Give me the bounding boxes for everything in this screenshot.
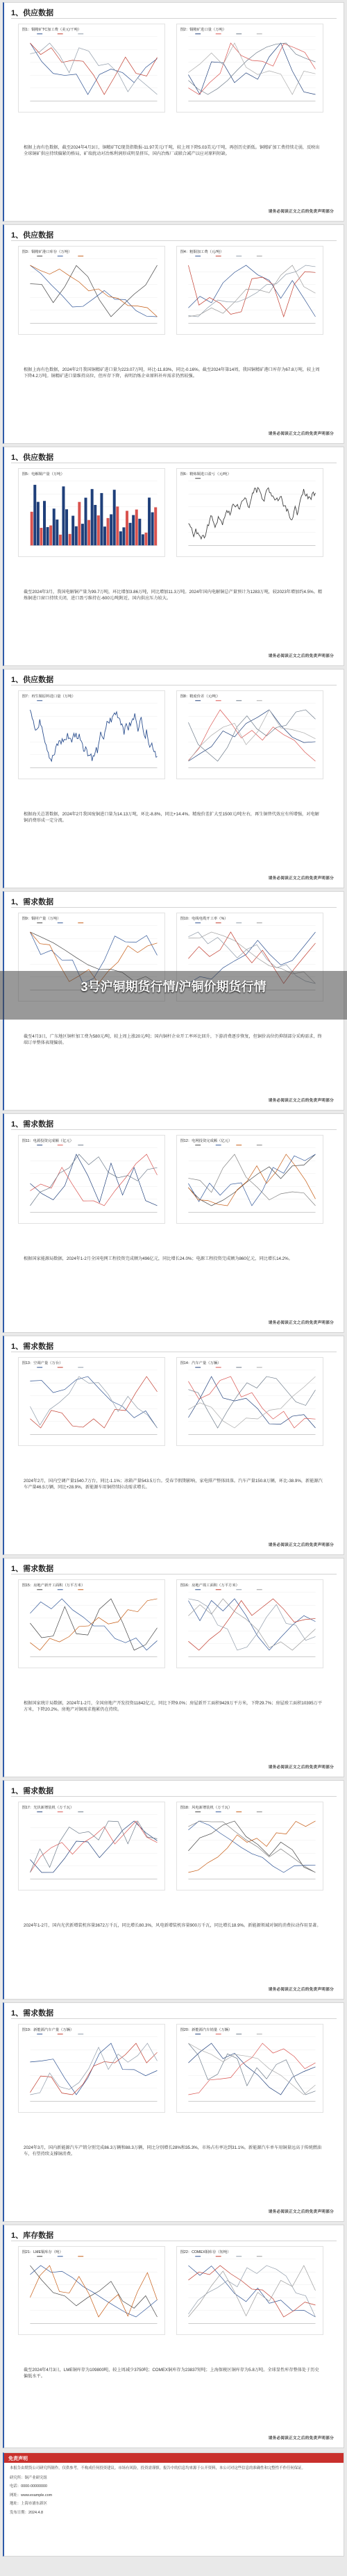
chart-panel-1 bbox=[18, 1135, 165, 1224]
chart-title: 图19：新能源汽车产量（万辆） bbox=[22, 2027, 74, 2032]
series-line bbox=[30, 1599, 157, 1650]
chart-panel-2 bbox=[176, 1357, 323, 1446]
series-line bbox=[188, 43, 315, 94]
series-line bbox=[188, 2266, 315, 2317]
footer-note: 请务必阅读正文之后的免责声明部分 bbox=[268, 654, 334, 658]
disclaimer-line: 网址：www.example.com bbox=[10, 2493, 53, 2498]
bar bbox=[110, 514, 112, 545]
bar bbox=[126, 510, 128, 545]
bar bbox=[119, 531, 122, 545]
chart-title: 图5：电解铜产量（万吨） bbox=[22, 472, 65, 476]
bar bbox=[31, 512, 33, 545]
disclaimer-line: 研究所：铜产业研究组 bbox=[10, 2476, 47, 2480]
series-line bbox=[30, 1599, 157, 1650]
bar bbox=[129, 523, 132, 545]
bar bbox=[154, 507, 157, 545]
disclaimer-line: 发布日期：2024.4.8 bbox=[10, 2510, 43, 2515]
report-section bbox=[3, 2225, 344, 2448]
section-divider bbox=[11, 1796, 337, 1797]
disclaimer-line: 电话：0000-00000000 bbox=[10, 2484, 47, 2489]
series-line bbox=[188, 488, 315, 539]
series-line bbox=[188, 710, 315, 761]
section-title: 1、供应数据 bbox=[11, 676, 54, 684]
bar bbox=[46, 527, 49, 545]
section-title: 1、需求数据 bbox=[11, 1787, 54, 1795]
chart-title: 图22：COMEX铜库存（短吨） bbox=[180, 2250, 231, 2254]
series-line bbox=[30, 43, 157, 94]
bar bbox=[142, 534, 144, 545]
series-line bbox=[30, 710, 157, 761]
disclaimer-body: 本报告由期货公司研究所制作，仅供参考，不构成任何投资建议。市场有风险，投资需谨慎。报告中的信息均来源于公开资料，本公司对这些信息的准确性和完整性不作任何保证。 bbox=[10, 2466, 305, 2470]
chart-svg bbox=[19, 1136, 164, 1223]
chart-svg bbox=[19, 1802, 164, 1890]
bar bbox=[100, 493, 103, 545]
chart-panel-2 bbox=[176, 1579, 323, 1668]
footer-note: 请务必阅读正文之后的免责声明部分 bbox=[268, 2436, 334, 2441]
chart-svg bbox=[177, 1136, 323, 1223]
bar bbox=[78, 502, 81, 546]
analysis-paragraph: 2024年2月，国内空调产量1540.7万台，同比-1.1%；冰箱产量543.5万台。受春节假期影响，家电排产整体回落。汽车产量150.8万辆，环比-38.9%，新能源汽车产量46.5万辆，同比+28.9%，新能源车用铜持续拉动需求增长。 bbox=[24, 1479, 323, 1490]
analysis-paragraph: 2024年1-2月，国内光伏新增装机容量3672万千瓦，同比增长80.3%，风电新增装机容量900万千瓦，同比增长18.9%。新能源领域对铜的消费拉动作用显著。 bbox=[24, 1923, 321, 1928]
chart-title: 图10：电线电缆开工率（%） bbox=[180, 916, 228, 921]
analysis-paragraph: 根据上海有色数据，截至2024年4月3日，铜精矿TC现货指数报-11.97美元/干吨，较上周下降5.03美元/干吨，再创历史新低。铜精矿加工费持续走弱，反映出全球铜矿供应持续偏紧的格局，矿端扰动对冶炼利润形成明显挤压，国内冶炼厂或联合减产以应对原料短缺。 bbox=[24, 145, 320, 157]
chart-svg bbox=[177, 1802, 323, 1890]
series-line bbox=[188, 2266, 315, 2317]
section-divider bbox=[11, 907, 337, 908]
analysis-paragraph: 截至2024年4月3日，LME铜库存为109800吨，较上周减少3750吨；COMEX铜库存为23837短吨；上海保税区铜库存为5.8万吨。全球显性库存整体处于历史偏低水平。 bbox=[24, 2368, 319, 2379]
bar bbox=[103, 526, 106, 545]
chart-title: 图4：粗铜加工费（元/吨） bbox=[180, 249, 224, 254]
chart-svg bbox=[177, 1580, 323, 1668]
chart-title: 图16：房地产竣工面积（万平方米） bbox=[180, 1583, 239, 1588]
series-line bbox=[30, 1821, 157, 1872]
section-divider bbox=[11, 2018, 337, 2019]
series-line bbox=[30, 2266, 157, 2317]
bar bbox=[116, 506, 119, 545]
bar bbox=[37, 502, 40, 546]
chart-panel-1 bbox=[18, 24, 165, 113]
chart-svg bbox=[177, 469, 323, 556]
series-line bbox=[188, 1821, 315, 1872]
analysis-paragraph: 截至2024年3月，我国电解铜产量为99.7万吨，环比增加3.86万吨，同比增加11.3万吨。2024年国内电解铜总产量预计为1283万吨，较2023年增加约4.5%。精炼铜进口窗口持续关闭，进口盈亏维持在-600元/吨附近，国内供应压力较大。 bbox=[24, 590, 323, 601]
footer-note: 请务必阅读正文之后的免责声明部分 bbox=[268, 432, 334, 436]
bar bbox=[97, 515, 100, 545]
analysis-paragraph: 根据上海有色数据，2024年2月我国铜精矿进口量为223.07万吨，环比-11.83%，同比-0.16%。截至2024年第14周，我国铜精矿港口库存为67.8万吨，较上周下降4.2万吨。铜精矿进口量维持高位，但库存下降，表明冶炼企业原料补库需求仍然较强。 bbox=[24, 367, 320, 379]
bar bbox=[33, 485, 36, 545]
chart-svg bbox=[19, 247, 164, 334]
chart-title: 图7：再生铜原料进口量（万吨） bbox=[22, 694, 76, 699]
chart-svg bbox=[177, 247, 323, 334]
section-divider bbox=[11, 18, 337, 19]
footer-note: 请务必阅读正文之后的免责声明部分 bbox=[268, 2210, 334, 2214]
disclaimer-title: 免责声明 bbox=[4, 2453, 344, 2463]
section-title: 1、需求数据 bbox=[11, 2009, 54, 2018]
series-line bbox=[30, 2043, 157, 2095]
series-line bbox=[188, 1154, 315, 1206]
bar bbox=[148, 497, 151, 545]
footer-note: 请务必阅读正文之后的免责声明部分 bbox=[268, 1988, 334, 1992]
bar bbox=[135, 510, 138, 546]
chart-svg bbox=[19, 2247, 164, 2334]
bar bbox=[71, 516, 74, 546]
bar bbox=[144, 533, 147, 545]
series-line bbox=[188, 1154, 315, 1206]
series-line bbox=[188, 2266, 315, 2317]
chart-svg bbox=[177, 24, 323, 112]
chart-title: 图6：精炼铜进口盈亏（元/吨） bbox=[180, 472, 231, 476]
footer-note: 请务必阅读正文之后的免责声明部分 bbox=[268, 210, 334, 214]
series-line bbox=[30, 2266, 157, 2317]
series-line bbox=[188, 1154, 315, 1206]
chart-svg bbox=[19, 1580, 164, 1668]
chart-title: 图18：风电新增装机（万千瓦） bbox=[180, 1805, 232, 1810]
chart-panel-1 bbox=[18, 468, 165, 557]
chart-panel-2 bbox=[176, 1802, 323, 1891]
chart-svg bbox=[19, 2025, 164, 2112]
chart-title: 图13：空调产量（万台） bbox=[22, 1361, 63, 1365]
chart-panel-2 bbox=[176, 690, 323, 779]
report-section bbox=[3, 1113, 344, 1333]
bar bbox=[107, 518, 110, 545]
chart-title: 图15：房地产新开工面积（万平方米） bbox=[22, 1583, 85, 1588]
series-line bbox=[188, 265, 315, 317]
series-line bbox=[30, 1377, 157, 1428]
chart-title: 图8：精废价差（元/吨） bbox=[180, 694, 220, 699]
chart-title: 图11：电源投资完成额（亿元） bbox=[22, 1138, 74, 1143]
chart-panel-2 bbox=[176, 1135, 323, 1224]
chart-svg bbox=[19, 469, 164, 556]
overlay-title: 3号沪铜期货行情/沪铜价期货行情 bbox=[81, 980, 266, 994]
bar bbox=[87, 520, 90, 545]
series-line bbox=[188, 2266, 315, 2317]
chart-panel-2 bbox=[176, 246, 323, 335]
chart-panel-2 bbox=[176, 2246, 323, 2335]
series-line bbox=[188, 710, 315, 761]
section-divider bbox=[11, 1129, 337, 1130]
bar bbox=[132, 515, 135, 546]
bar bbox=[81, 524, 84, 545]
chart-panel-1 bbox=[18, 690, 165, 779]
chart-panel-1 bbox=[18, 2246, 165, 2335]
section-title: 1、供应数据 bbox=[11, 454, 54, 462]
chart-title: 图14：汽车产量（万辆） bbox=[180, 1361, 221, 1365]
series-line bbox=[188, 1821, 315, 1872]
title-overlay-band bbox=[0, 971, 347, 1020]
series-line bbox=[188, 1821, 315, 1872]
chart-panel-1 bbox=[18, 2024, 165, 2113]
analysis-paragraph: 根据国家能源局数据，2024年1-2月全国电网工程投资完成额为496亿元，同比增长24.0%；电源工程投资完成额为860亿元，同比增长14.2%。 bbox=[24, 1256, 293, 1261]
chart-title: 图9：铜材产量（万吨） bbox=[22, 916, 61, 921]
bar bbox=[138, 519, 141, 545]
bar bbox=[43, 501, 46, 545]
series-line bbox=[30, 1377, 157, 1428]
series-line bbox=[30, 1377, 157, 1428]
bar bbox=[53, 508, 56, 545]
chart-svg bbox=[177, 2247, 323, 2334]
section-title: 1、供应数据 bbox=[11, 9, 54, 17]
bar bbox=[75, 526, 78, 545]
chart-svg bbox=[19, 691, 164, 779]
chart-title: 图20：新能源汽车销量（万辆） bbox=[180, 2027, 232, 2032]
report-section bbox=[3, 2002, 344, 2222]
chart-svg bbox=[19, 1358, 164, 1445]
series-line bbox=[188, 1154, 315, 1206]
chart-panel-2 bbox=[176, 468, 323, 557]
section-title: 1、需求数据 bbox=[11, 898, 54, 906]
chart-panel-2 bbox=[176, 24, 323, 113]
bar bbox=[94, 505, 96, 545]
chart-panel-1 bbox=[18, 246, 165, 335]
chart-panel-1 bbox=[18, 1802, 165, 1891]
report-section bbox=[3, 2, 344, 222]
chart-panel-1 bbox=[18, 1357, 165, 1446]
series-line bbox=[30, 1154, 157, 1206]
series-line bbox=[30, 2266, 157, 2317]
series-line bbox=[30, 1599, 157, 1650]
bar bbox=[113, 490, 116, 545]
section-divider bbox=[11, 240, 337, 241]
report-section bbox=[3, 447, 344, 666]
chart-title: 图12：电网投资完成额（亿元） bbox=[180, 1138, 232, 1143]
section-title: 1、需求数据 bbox=[11, 1565, 54, 1573]
series-line bbox=[30, 2043, 157, 2095]
analysis-paragraph: 截至4月3日，广东地区铜杆加工费为580元/吨，较上周上涨20元/吨；国内铜杆企业开工率环比回升，下游消费逐步恢复，但铜价高位仍抑制部分采购需求，终端订单整体表现偏弱。 bbox=[24, 1034, 322, 1046]
chart-title: 图21：LME铜库存（吨） bbox=[22, 2250, 63, 2254]
chart-panel-1 bbox=[18, 1579, 165, 1668]
chart-svg bbox=[19, 24, 164, 112]
disclaimer-line: 地址：上海市浦东新区 bbox=[10, 2502, 47, 2507]
chart-title: 图17：光伏新增装机（万千瓦） bbox=[22, 1805, 74, 1810]
series-line bbox=[188, 2043, 315, 2095]
report-section bbox=[3, 1780, 344, 2000]
bar bbox=[151, 513, 154, 546]
bar bbox=[56, 520, 58, 545]
chart-title: 图1：铜精矿TC加工费（美元/干吨） bbox=[22, 27, 82, 32]
footer-note: 请务必阅读正文之后的免责声明部分 bbox=[268, 1321, 334, 1325]
report-section bbox=[3, 669, 344, 888]
section-title: 1、需求数据 bbox=[11, 1120, 54, 1129]
series-line bbox=[188, 2043, 315, 2095]
section-title: 1、需求数据 bbox=[11, 1343, 54, 1351]
series-line bbox=[188, 1821, 315, 1872]
bar bbox=[62, 486, 65, 545]
bar bbox=[69, 534, 71, 545]
series-line bbox=[30, 265, 157, 317]
series-line bbox=[30, 1821, 157, 1872]
bar bbox=[122, 527, 125, 545]
footer-note: 请务必阅读正文之后的免责声明部分 bbox=[268, 1765, 334, 1770]
report-section bbox=[3, 1336, 344, 1555]
chart-svg bbox=[177, 2025, 323, 2112]
report-section bbox=[3, 224, 344, 444]
series-line bbox=[188, 710, 315, 761]
chart-panel-2 bbox=[176, 2024, 323, 2113]
bar bbox=[40, 528, 42, 545]
section-title: 1、库存数据 bbox=[11, 2232, 54, 2240]
bar bbox=[65, 509, 68, 545]
series-line bbox=[30, 1821, 157, 1872]
chart-title: 图2：铜精矿进口量（万吨） bbox=[180, 27, 227, 32]
bar bbox=[91, 489, 94, 545]
bar bbox=[85, 498, 87, 546]
series-line bbox=[188, 2043, 315, 2095]
bar bbox=[59, 535, 62, 545]
footer-note: 请务必阅读正文之后的免责声明部分 bbox=[268, 876, 334, 881]
chart-svg bbox=[177, 1358, 323, 1445]
disclaimer-box bbox=[3, 2452, 344, 2557]
bar bbox=[49, 526, 52, 546]
series-line bbox=[30, 43, 157, 94]
analysis-paragraph: 根据国家统计局数据，2024年1-2月，全国房地产开发投资11842亿元，同比下降9.0%；房屋新开工面积9429万平方米，下降29.7%；房屋竣工面积10395万平方米，下降20.2%。房地产对铜需求拖累仍在持续。 bbox=[24, 1701, 323, 1713]
report-section bbox=[3, 1558, 344, 1777]
series-line bbox=[188, 2043, 315, 2095]
analysis-paragraph: 2024年3月，国内新能源汽车产销分别完成86.3万辆和88.3万辆，同比分别增长28%和35.3%，市场占有率达到31.1%。新能源汽车单车用铜量远高于传统燃油车，有望持续支撑铜消费。 bbox=[24, 2145, 322, 2157]
section-title: 1、供应数据 bbox=[11, 231, 54, 240]
footer-note: 请务必阅读正文之后的免责声明部分 bbox=[268, 1543, 334, 1547]
analysis-paragraph: 根据海关总署数据，2024年2月我国废铜进口量为14.13万吨，环比-8.8%，同比+14.4%。精废价差扩大至1500元/吨左右，再生铜替代效应有所增强，对电解铜消费形成一定分流。 bbox=[24, 812, 319, 824]
chart-title: 图3：铜精矿港口库存（万吨） bbox=[22, 249, 72, 254]
footer-note: 请务必阅读正文之后的免责声明部分 bbox=[268, 1099, 334, 1103]
series-line bbox=[188, 710, 315, 761]
series-line bbox=[30, 2043, 157, 2095]
chart-svg bbox=[177, 691, 323, 779]
series-line bbox=[30, 43, 157, 94]
